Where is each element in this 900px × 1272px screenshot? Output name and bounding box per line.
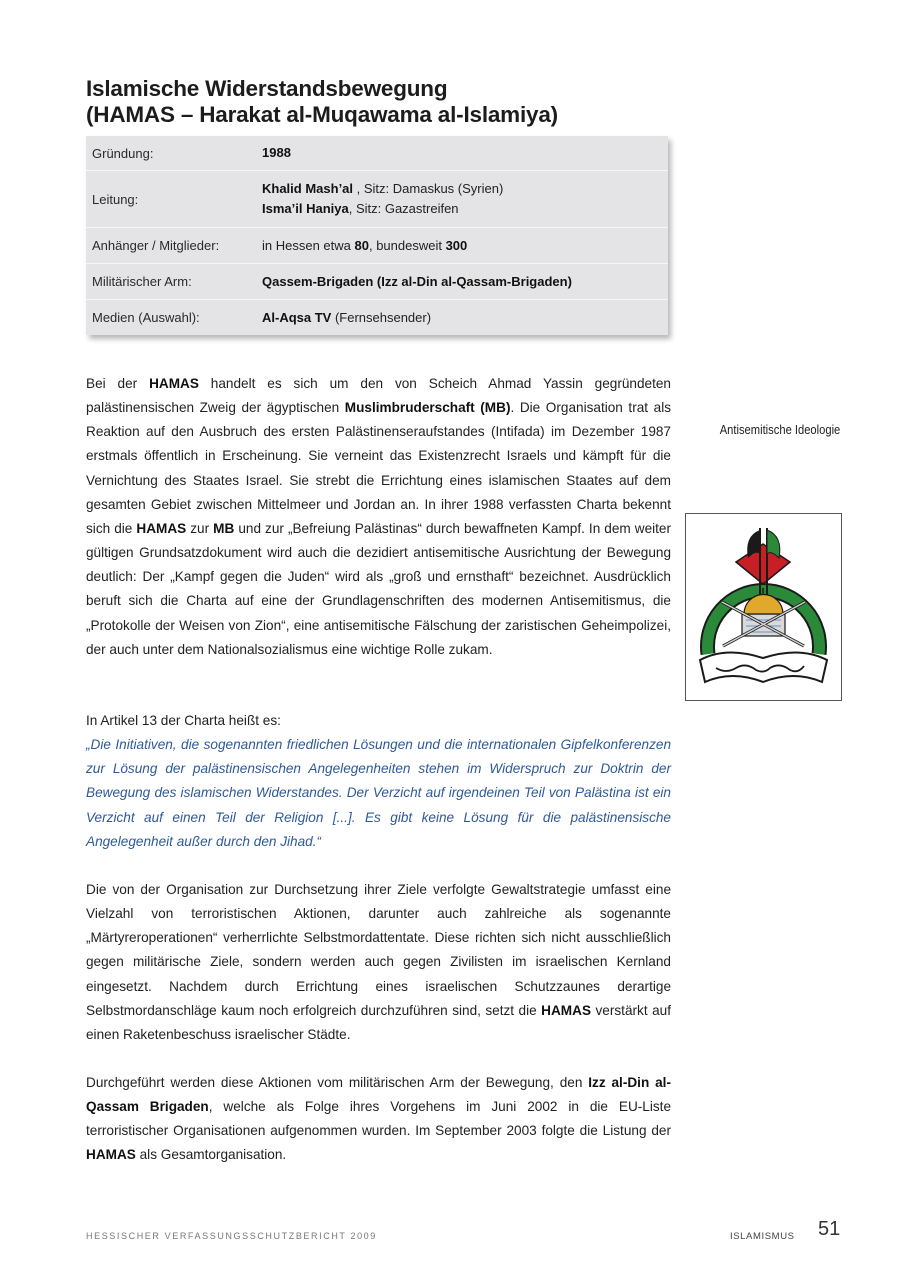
- fact-label: Leitung:: [92, 191, 139, 207]
- fact-value: [262, 272, 668, 292]
- paragraph-background: Bei der HAMAS handelt es sich um den von Scheich Ahmad Yassin gegründeten palästinensischen Zweig der ägyptischen Muslimbruderschaft (MB). Die Organisation trat als Reaktion auf den Ausbruch des ersten Palästinenseraufstandes (Intifada) im Dezember 1987 erstmals öffentlich in Erscheinung. Sie verneint das Existenzrecht Israels und kämpft für die Vernichtung des Staates Israel. Sie strebt die Errichtung eines islamischen Staates auf dem gesamten Gebiet zwischen Mittelmeer und Jordan an. In ihrer 1988 verfassten Charta bekennt sich die HAMAS zur MB und zur „Befreiung Palästinas“ durch bewaffneten Kampf. In dem weiter gültigen Grundsatzdokument wird auch die dezidiert antisemitische Ausrichtung der Bewegung deutlich: Der „Kampf gegen die Juden“ wird als „groß und ernsthaft“ bezeichnet. Ausdrücklich beruft sich die Charta auf eine der Grundlagenschriften des modernen Antisemitismus, die „Protokolle der Weisen von Zion“, eine antisemitische Fälschung der zaristischen Geheimpolizei, der auch unter dem Nationalsozialismus eine wichtige Rolle zukam.: [86, 376, 672, 657]
- media-name: Al-Aqsa TV: [262, 309, 332, 325]
- paragraph-charter: [86, 709, 671, 854]
- fact-value: [262, 236, 668, 256]
- paragraph-listing: Durchgeführt werden diese Aktionen vom militärischen Arm der Bewegung, den Izz al-Din al-Qassam Brigaden, welche als Folge ihres Vorgehens im Juni 2002 in die EU-Liste terroristischer Organisationen aufgenommen wurden. Im September 2003 folgte die Listung der HAMAS als Gesamtorganisation.: [86, 1075, 672, 1163]
- fact-table: [86, 136, 668, 335]
- leader-line: [262, 199, 668, 219]
- members-hessen: 80: [354, 237, 369, 253]
- charter-quote: „Die Initiativen, die sogenannten friedlichen Lösungen und die internationalen Gipfelkonferenzen zur Lösung der palästinensischen Angelegenheiten stehen im Widerspruch zur Doktrin der Bewegung des islamischen Widerstandes. Der Verzicht auf irgendeinen Teil von Palästina ist ein Verzicht auf einen Teil der Religion [...]. Es gibt keine Lösung für die palästinensische Angelegenheit außer durch den Jihad.“: [86, 737, 671, 849]
- fact-label: Anhänger / Mitglieder:: [92, 238, 220, 253]
- founding-year: 1988: [262, 145, 291, 160]
- margin-note: Antisemitische Ideologie: [719, 422, 841, 437]
- fact-label: Medien (Auswahl):: [92, 310, 200, 325]
- fact-value: [262, 179, 668, 219]
- fact-value: [262, 308, 668, 328]
- fact-label: Militärischer Arm:: [92, 274, 192, 289]
- leader-seat: , Sitz: Gazastreifen: [348, 201, 459, 216]
- fact-value: [262, 143, 668, 163]
- fact-row-members: [86, 227, 668, 263]
- leader-name: Isma’il Haniya: [262, 201, 349, 216]
- page-title-line2: (HAMAS – Harakat al-Muqawama al-Islamiya): [86, 102, 558, 127]
- leader-name: Khalid Mash’al: [262, 181, 354, 196]
- media-suffix: (Fernsehsender): [331, 309, 432, 325]
- members-prefix: in Hessen etwa: [262, 237, 355, 253]
- page-number: 51: [818, 1218, 841, 1240]
- fact-label: Gründung:: [92, 145, 154, 161]
- fact-row-leadership: [86, 170, 668, 227]
- members-middle: , bundesweit: [368, 237, 446, 253]
- emblem-figure: [685, 513, 842, 701]
- footer-section: ISLAMISMUS: [730, 1231, 795, 1242]
- leader-line: [262, 179, 668, 199]
- fact-row-founding: [86, 136, 668, 170]
- members-national: 300: [445, 237, 468, 253]
- leader-seat: , Sitz: Damaskus (Syrien): [353, 181, 504, 196]
- hamas-emblem-icon: [686, 514, 841, 700]
- fact-row-military: [86, 263, 668, 299]
- page-title: [86, 76, 686, 128]
- paragraph-violence: Die von der Organisation zur Durchsetzung ihrer Ziele verfolgte Gewaltstrategie umfasst eine Vielzahl von terroristischen Aktionen, darunter auch zahlreiche als sogenannte „Märtyreroperationen“ verherrlichte Selbstmordattentate. Diese richten sich nicht ausschließlich gegen militärische Ziele, sondern werden auch gegen Zivilisten im israelischen Kernland eingesetzt. Nachdem durch Errichtung eines israelischen Schutzzaunes derartige Selbstmordanschläge kaum noch erfolgreich durchzuführen sind, setzt die HAMAS verstärkt auf einen Raketenbeschuss israelischer Städte.: [86, 882, 671, 1042]
- fact-row-media: [86, 299, 668, 335]
- footer-publication: HESSISCHER VERFASSUNGSSCHUTZBERICHT 2009: [86, 1231, 377, 1241]
- military-arm: Qassem-Brigaden (Izz al-Din al-Qassam-Brigaden): [262, 273, 572, 289]
- charter-intro: In Artikel 13 der Charta heißt es:: [86, 713, 281, 728]
- page-title-line1: Islamische Widerstandsbewegung: [86, 76, 448, 101]
